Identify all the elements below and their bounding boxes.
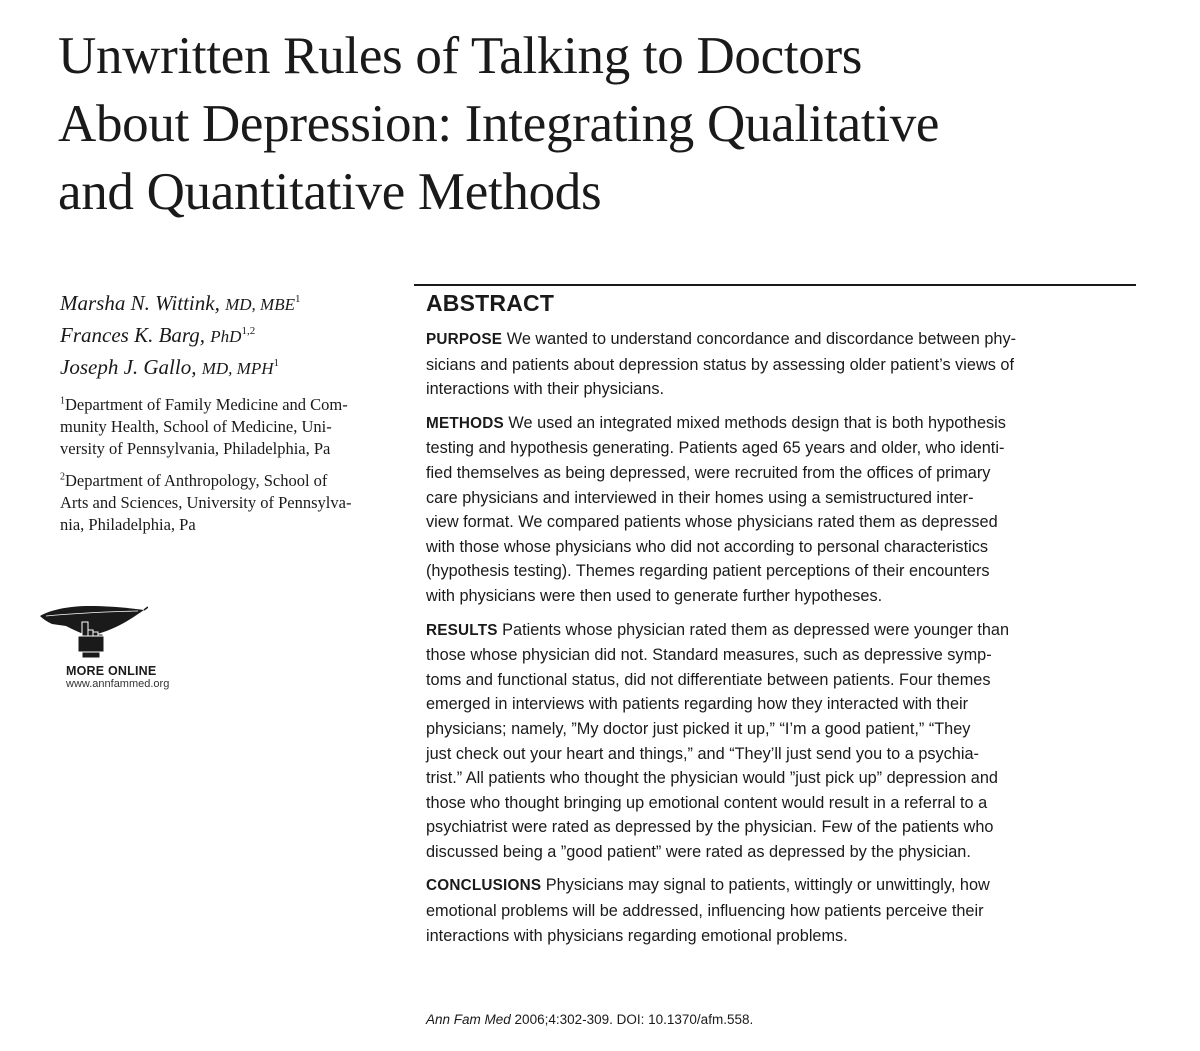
abstract-line: CONCLUSIONS Physicians may signal to patients, wittingly or unwittingly, how — [426, 876, 990, 895]
abstract-line: testing and hypothesis generating. Patients aged 65 years and older, who identi- — [426, 439, 1005, 458]
author-affil-sup: 1 — [273, 357, 279, 369]
affiliation — [60, 470, 405, 536]
abstract-heading: ABSTRACT — [426, 290, 555, 316]
author-degrees: MD, MPH — [201, 359, 274, 378]
abstract-line: toms and functional status, did not differentiate between patients. Four themes — [426, 670, 991, 689]
section-label: RESULTS — [426, 621, 498, 639]
author-name: Joseph J. Gallo, — [60, 355, 197, 379]
author — [60, 320, 405, 352]
author-degrees: MD, MBE — [225, 295, 295, 314]
author-affil-sup: 1,2 — [241, 325, 256, 337]
abstract-line: with those whose physicians who did not according to personal characteristics — [426, 537, 988, 556]
abstract-section-methods — [426, 411, 1136, 609]
title-line: and Quantitative Methods — [58, 163, 602, 221]
more-online-label: MORE ONLINE — [66, 664, 157, 678]
more-online-badge[interactable] — [38, 604, 238, 690]
affiliation-line: $^1$Department of Family Medicine and Com- — [60, 395, 348, 414]
author-affil-sup: 1 — [294, 293, 301, 305]
abstract-line: fied themselves as being depressed, were recruited from the offices of primary — [426, 463, 991, 482]
author — [60, 352, 405, 384]
citation — [426, 1012, 753, 1027]
abstract-line: trist.” All patients who thought the physician would ”just pick up” depression and — [426, 769, 998, 788]
abstract-line: physicians; namely, ”My doctor just picked it up,” “I’m a good patient,” “They — [426, 719, 971, 738]
affiliation — [60, 394, 405, 460]
abstract-line: discussed being a ”good patient” were rated as depressed by the physician. — [426, 842, 971, 861]
abstract-line: emotional problems will be addressed, influencing how patients perceive their — [426, 902, 984, 921]
affiliation-sup: 2 — [60, 471, 65, 483]
article-title — [58, 22, 1178, 226]
author — [60, 288, 405, 320]
abstract-line: emerged in interviews with patients regarding how they interacted with their — [426, 695, 969, 714]
abstract-line: psychiatrist were rated as depressed by the physician. Few of the patients who — [426, 818, 994, 837]
section-label: PURPOSE — [426, 331, 503, 348]
affiliation-line: munity Health, School of Medicine, Uni- — [60, 417, 332, 436]
abstract-line: view format. We compared patients whose physicians rated them as depressed — [426, 513, 998, 532]
abstract-line: METHODS We used an integrated mixed methods design that is both hypothesis — [426, 413, 1006, 432]
more-online-url[interactable]: www.annfammed.org — [66, 678, 170, 690]
abstract-section-conclusions — [426, 873, 1136, 948]
abstract-line: PURPOSE We wanted to understand concordance and discordance between phy- — [426, 330, 1017, 348]
title-line: About Depression: Integrating Qualitative — [58, 95, 940, 153]
abstract-line: with physicians were then used to generate further hypotheses. — [426, 586, 883, 605]
abstract-line: interactions with physicians regarding emotional problems. — [426, 926, 848, 945]
abstract-line: those who thought bringing up emotional content would result in a referral to a — [426, 793, 988, 812]
citation-details: 2006;4:302-309. DOI: 10.1370/afm.558. — [510, 1012, 754, 1027]
author-name: Marsha N. Wittink, — [60, 291, 220, 315]
affiliation-line: $^2$Department of Anthropology, School of — [60, 471, 328, 490]
abstract — [426, 284, 1136, 948]
abstract-line: RESULTS Patients whose physician rated them as depressed were younger than — [426, 620, 1010, 639]
section-label: CONCLUSIONS — [426, 877, 542, 895]
citation-journal: Ann Fam Med — [426, 1012, 511, 1027]
abstract-line: interactions with their physicians. — [426, 380, 664, 399]
author-name: Frances K. Barg, — [60, 323, 206, 347]
abstract-line: those whose physician did not. Standard measures, such as depressive symp- — [426, 646, 992, 665]
section-label: METHODS — [426, 414, 504, 432]
hand-pointer-icon — [38, 604, 148, 662]
affiliation-line: nia, Philadelphia, Pa — [60, 515, 196, 534]
affiliation-line: versity of Pennsylvania, Philadelphia, Pa — [60, 439, 331, 458]
abstract-section-results — [426, 618, 1136, 865]
abstract-line: sicians and patients about depression status by assessing older patient’s views of — [426, 355, 1014, 374]
title-line: Unwritten Rules of Talking to Doctors — [58, 27, 863, 85]
abstract-line: care physicians and interviewed in their homes using a semistructured inter- — [426, 488, 974, 507]
affiliation-line: Arts and Sciences, University of Pennsylva- — [60, 493, 352, 512]
abstract-line: (hypothesis testing). Themes regarding patient perceptions of their encounters — [426, 562, 990, 581]
abstract-section-purpose — [426, 327, 1136, 402]
affiliation-sup: 1 — [60, 395, 65, 407]
author-block — [60, 288, 405, 536]
abstract-line: just check out your heart and things,” and “They’ll just send you to a psychia- — [426, 744, 979, 763]
author-degrees: PhD — [210, 327, 242, 346]
